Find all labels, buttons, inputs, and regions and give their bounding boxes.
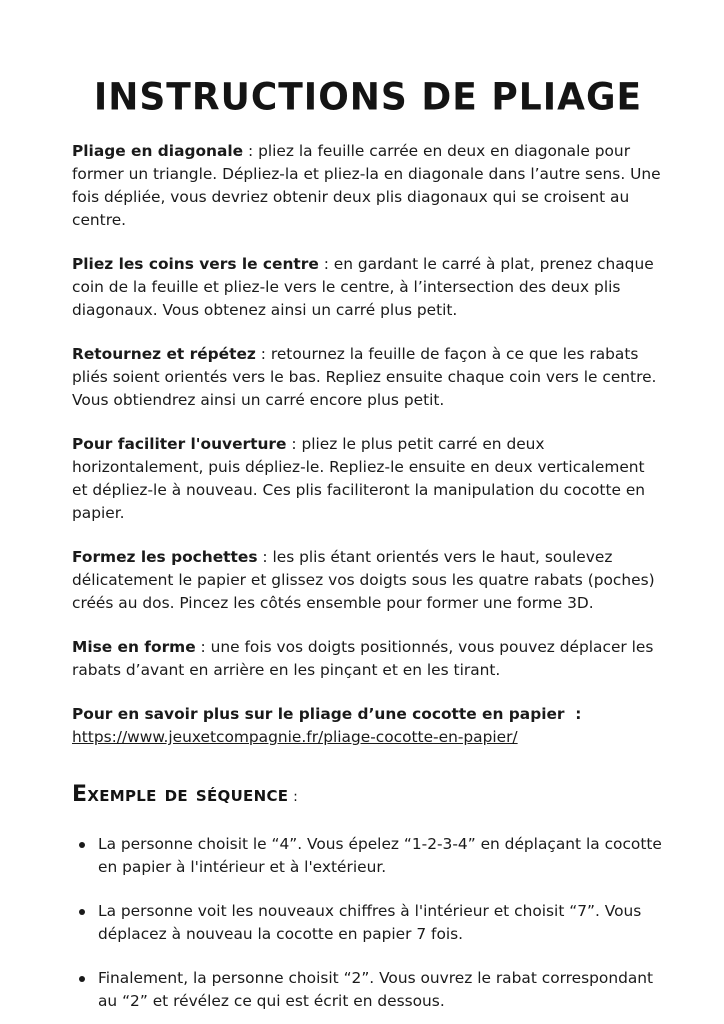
step-text: : les plis étant orientés vers le haut, soulevez délicatement le papier et glissez vos doigts sous les quatre rabats (poches) créés au dos. Pincez les côtés ensemble pour former une forme 3D. bbox=[72, 548, 655, 612]
example-list bbox=[72, 833, 664, 1013]
step-paragraph bbox=[72, 343, 664, 412]
step-paragraph bbox=[72, 546, 664, 615]
step-heading: Pliage en diagonale bbox=[72, 142, 244, 160]
example-heading bbox=[72, 781, 664, 811]
list-item bbox=[98, 967, 664, 1013]
more-info-link[interactable]: https://www.jeuxetcompagnie.fr/pliage-cocotte-en-papier/ bbox=[72, 728, 518, 746]
step-paragraph bbox=[72, 253, 664, 322]
more-info-label: Pour en savoir plus sur le pliage d’une cocotte en papier bbox=[72, 705, 565, 723]
step-text: : retournez la feuille de façon à ce que les rabats pliés soient orientés vers le bas. Repliez ensuite chaque coin vers le centre. Vous obtiendrez ainsi un carré encore plus petit. bbox=[72, 345, 657, 409]
list-item bbox=[98, 833, 664, 879]
step-heading: Pliez les coins vers le centre bbox=[72, 255, 319, 273]
example-heading-text: Exemple de séquence bbox=[72, 782, 289, 807]
instructions-section bbox=[72, 140, 664, 749]
step-text: : pliez la feuille carrée en deux en diagonale pour former un triangle. Dépliez-la et pliez-la en diagonale dans l’autre sens. Une fois dépliée, vous devriez obtenir deux plis diagonaux qui se croisent au centre. bbox=[72, 142, 661, 229]
step-heading: Mise en forme bbox=[72, 638, 196, 656]
page-title: INSTRUCTIONS DE PLIAGE bbox=[93, 75, 643, 119]
bullet-icon bbox=[79, 842, 85, 848]
step-heading: Retournez et répétez bbox=[72, 345, 256, 363]
step-heading: Formez les pochettes bbox=[72, 548, 258, 566]
step-paragraph bbox=[72, 636, 664, 682]
step-text: : en gardant le carré à plat, prenez chaque coin de la feuille et pliez-le vers le centre, à l’intersection des deux plis diagonaux. Vous obtenez ainsi un carré plus petit. bbox=[72, 255, 654, 319]
example-heading-colon: : bbox=[288, 789, 299, 805]
list-item-text: La personne voit les nouveaux chiffres à l'intérieur et choisit “7”. Vous déplacez à nouveau la cocotte en papier 7 fois. bbox=[98, 902, 642, 943]
step-heading: Pour faciliter l'ouverture bbox=[72, 435, 287, 453]
step-text: : une fois vos doigts positionnés, vous pouvez déplacer les rabats d’avant en arrière en les pinçant et en les tirant. bbox=[72, 638, 654, 679]
more-info-separator: : bbox=[564, 705, 582, 723]
list-item-text: La personne choisit le “4”. Vous épelez “1-2-3-4” en déplaçant la cocotte en papier à l'intérieur et à l'extérieur. bbox=[98, 835, 662, 876]
bullet-icon bbox=[79, 909, 85, 915]
more-info-paragraph bbox=[72, 703, 664, 749]
list-item-text: Finalement, la personne choisit “2”. Vous ouvrez le rabat correspondant au “2” et révélez ce qui est écrit en dessous. bbox=[98, 969, 654, 1010]
step-paragraph bbox=[72, 433, 664, 525]
step-paragraph bbox=[72, 140, 664, 232]
bullet-icon bbox=[79, 976, 85, 982]
list-item bbox=[98, 900, 664, 946]
step-text: : pliez le plus petit carré en deux horizontalement, puis dépliez-le. Repliez-le ensuite en deux verticalement et dépliez-le à nouveau. Ces plis faciliteront la manipulation du cocotte en papier. bbox=[72, 435, 646, 522]
